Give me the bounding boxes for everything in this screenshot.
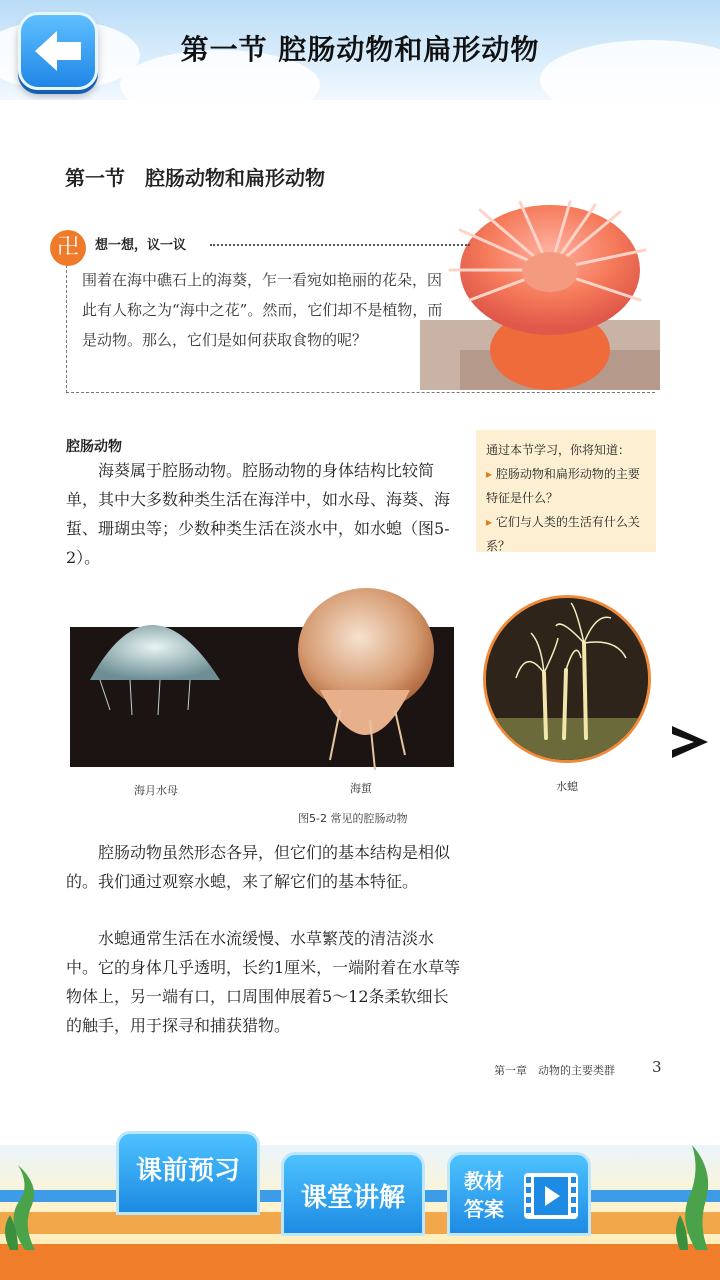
hydra-photo — [483, 595, 651, 763]
dotted-divider — [210, 244, 470, 246]
tab-preview[interactable] — [116, 1131, 260, 1215]
tab-answers-label: 教材 答案 — [464, 1169, 504, 1221]
seaweed-decoration — [0, 1160, 50, 1250]
jellyfish-illustration — [70, 580, 460, 770]
tab-textbook-answers[interactable] — [447, 1152, 591, 1236]
next-page-button[interactable] — [668, 720, 712, 764]
next-arrow-icon — [668, 720, 712, 764]
tab-preview-label: 课前预习 — [135, 1156, 240, 1186]
learning-objectives-box — [476, 430, 656, 552]
discussion-icon: 卍 — [50, 230, 86, 266]
paragraph-intro: 海葵属于腔肠动物。腔肠动物的身体结构比较简单，其中大多数种类生活在海洋中，如水母、海葵、海蜇、珊瑚虫等；少数种类生活在淡水中，如水螅（图5-2）。 — [66, 461, 451, 567]
think-label: 想一想，议一议 — [95, 238, 187, 253]
sub-heading: 腔肠动物 — [66, 439, 122, 455]
think-text: 围着在海中礁石上的海葵，乍一看宛如艳丽的花朵，因此有人称之为“海中之花”。然而，它们却不是植物，而是动物。那么，它们是如何获取食物的呢？ — [82, 271, 443, 349]
paragraph-hydra: 水螅通常生活在水流缓慢、水草繁茂的清洁淡水中。它的身体几乎透明，长约1厘米，一端附着在水草等物体上，另一端有口，口周围伸展着5～12条柔软细长的触手，用于探寻和捕获猎物。 — [66, 929, 461, 1035]
header-title: 第一节 腔肠动物和扁形动物 — [180, 33, 540, 66]
caption-jellyfish: 海蜇 — [350, 782, 372, 795]
figure-caption: 图5-2 常见的腔肠动物 — [298, 812, 408, 825]
objectives-title: 通过本节学习，你将知道： — [486, 443, 631, 457]
decor-stripe — [0, 1244, 720, 1280]
tab-lecture[interactable] — [281, 1152, 425, 1236]
section-title: 第一节 腔肠动物和扁形动物 — [65, 166, 325, 190]
seaweed-decoration — [672, 1140, 720, 1250]
chapter-footer: 第一章 动物的主要类群 — [494, 1064, 615, 1077]
caption-moon-jelly: 海月水母 — [134, 784, 178, 797]
caption-hydra: 水螅 — [556, 780, 578, 793]
objective-item: ▸ 它们与人类的生活有什么关系？ — [486, 515, 640, 553]
tab-lecture-label: 课堂讲解 — [300, 1183, 405, 1213]
objective-item: ▸ 腔肠动物和扁形动物的主要特征是什么？ — [486, 467, 640, 505]
film-icon — [524, 1173, 578, 1219]
textbook-page — [0, 100, 720, 1145]
page-number: 3 — [652, 1058, 662, 1076]
header-bar — [0, 0, 720, 100]
paragraph-structure: 腔肠动物虽然形态各异，但它们的基本结构是相似的。我们通过观察水螅，来了解它们的基本特征。 — [66, 843, 451, 891]
